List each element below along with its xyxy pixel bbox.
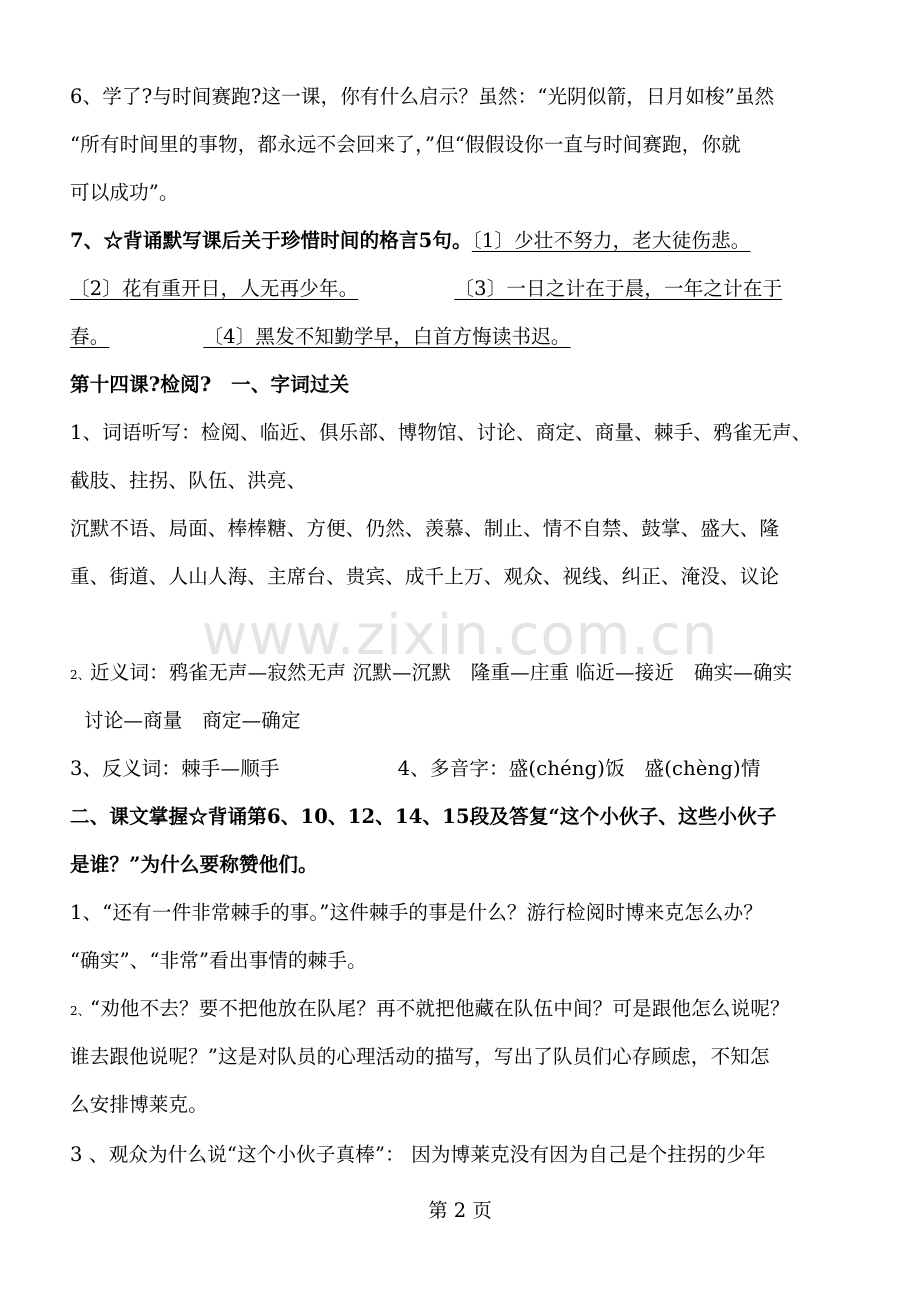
question-2-line2: 谁去跟他说呢？”这是对队员的心理活动的描写，写出了队员们心存顾虑，不知怎 — [70, 1045, 770, 1068]
q7-answer-1: 〔1〕少壮不努力，老大徒伤悲。 — [471, 229, 751, 252]
synonyms-line2: 讨论—商量 商定—确定 — [84, 709, 301, 732]
paragraph-q7-line3 — [70, 324, 571, 350]
question-2-line1 — [70, 996, 790, 1024]
section-2-heading-line1: 二、课文掌握☆背诵第6、10、12、14、15段及答复“这个小伙子、这些小伙子 — [70, 805, 777, 828]
item-number: 2、 — [70, 668, 91, 682]
vocab-dictation-line3: 沉默不语、局面、棒棒糖、方便、仍然、羡慕、制止、情不自禁、鼓掌、盛大、隆 — [70, 517, 780, 540]
q7-answer-3: 〔3〕一日之计在于晨，一年之计在于 — [454, 277, 783, 300]
synonyms-line1 — [70, 660, 792, 688]
q7-answer-2: 〔2〕花有重开日，人无再少年。 — [70, 277, 359, 300]
q7-answer-4: 〔4〕黑发不知勤学早，白首方悔读书迟。 — [203, 325, 571, 348]
paragraph-q7-line2 — [70, 276, 782, 302]
vocab-dictation-line1: 1、词语听写：检阅、临近、俱乐部、博物馆、讨论、商定、商量、棘手、鸦雀无声、 — [70, 421, 812, 444]
antonyms-text: 3、反义词：棘手—顺手 — [70, 757, 280, 780]
watermark: www.zixin.com.cn — [201, 603, 719, 668]
item-number: 2、 — [70, 1004, 91, 1018]
polyphones-text: 4、多音字：盛(chéng)饭 盛(chèng)情 — [397, 757, 761, 780]
question-3-line1: 3 、观众为什么说“这个小伙子真棒”： 因为博莱克没有因为自己是个拄拐的少年 — [70, 1143, 766, 1166]
q7-answer-3-cont: 春。 — [70, 325, 110, 348]
paragraph-q6-line1: 6、学了?与时间赛跑?这一课，你有什么启示？虽然：“光阴似箭，日月如梭”虽然 — [70, 85, 775, 108]
question-1-line2: “确实”、“非常”看出事情的棘手。 — [70, 949, 367, 972]
page-number: 第 2 页 — [428, 1199, 492, 1222]
vocab-dictation-line4: 重、街道、人山人海、主席台、贵宾、成千上万、观众、视线、纠正、淹没、议论 — [70, 565, 780, 588]
question-2-line3: 么安排博莱克。 — [70, 1093, 208, 1116]
vocab-dictation-line2: 截肢、拄拐、队伍、洪亮、 — [70, 469, 307, 492]
q7-prompt: 7、☆背诵默写课后关于珍惜时间的格言5句。 — [70, 229, 472, 252]
synonyms-text: 近义词：鸦雀无声—寂然无声 沉默—沉默 隆重—庄重 临近—接近 确实—确实 — [90, 661, 793, 684]
section-2-heading-line2: 是谁？”为什么要称赞他们。 — [70, 853, 318, 876]
antonyms-polyphones-line — [70, 756, 761, 782]
question-2-text: “劝他不去？要不把他放在队尾？再不就把他藏在队伍中间？可是跟他怎么说呢？ — [90, 997, 790, 1020]
paragraph-q7-line1 — [70, 228, 775, 254]
question-1-line1: 1、“还有一件非常棘手的事。”这件棘手的事是什么？游行检阅时博来克怎么办？ — [70, 901, 763, 924]
lesson-14-heading: 第十四课?检阅? 一、字词过关 — [70, 373, 350, 396]
paragraph-q6-line3: 可以成功”。 — [70, 181, 179, 204]
paragraph-q6-line2: “所有时间里的事物，都永远不会回来了，”但“假假设你一直与时间赛跑，你就 — [70, 133, 741, 156]
